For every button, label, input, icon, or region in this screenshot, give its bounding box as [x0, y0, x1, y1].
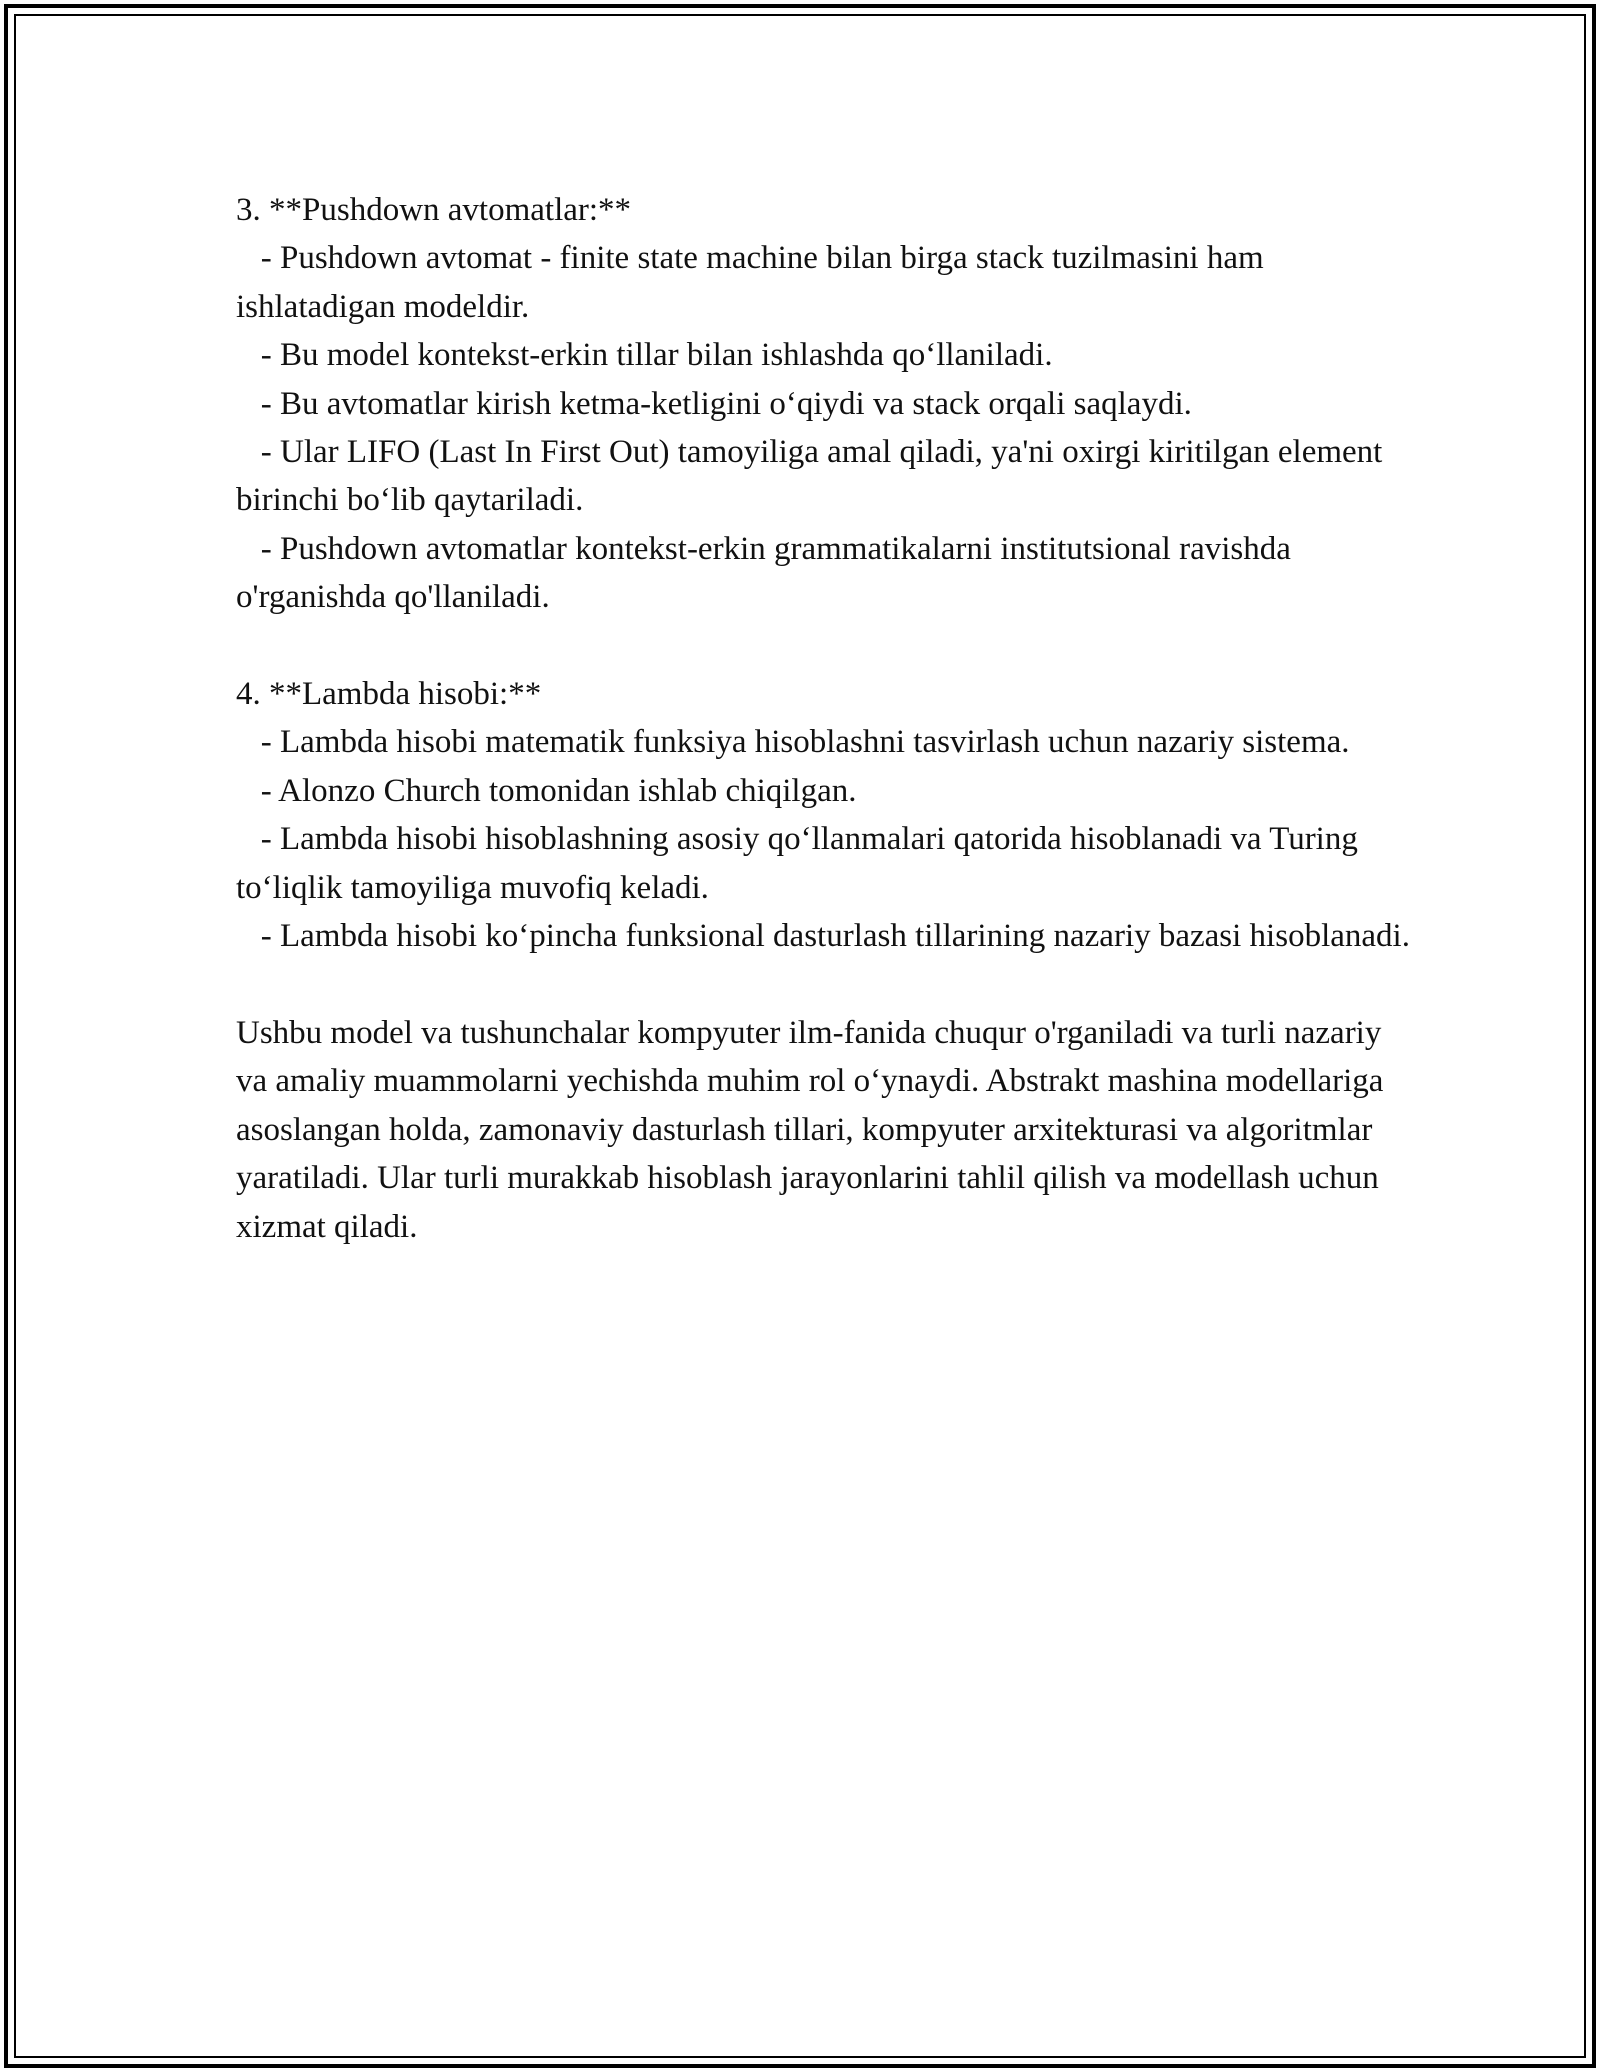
paragraph-gap — [236, 960, 1416, 1008]
paragraph-gap — [236, 622, 1416, 670]
section-4-heading: 4. **Lambda hisobi:** — [236, 676, 542, 713]
section-4-item-3: - Lambda hisobi hisoblashning asosiy qo‘llanmalari qatorida hisoblanadi va Turing to‘liqlik tamoyiliga muvofiq keladi. — [236, 821, 1367, 906]
section-3-item-1: - Pushdown avtomat - finite state machine bilan birga stack tuzilmasini ham ishlatadigan modeldir. — [236, 240, 1272, 325]
section-3-item-2: - Bu model kontekst-erkin tillar bilan ishlashda qo‘llaniladi. — [236, 337, 1053, 374]
conclusion-paragraph: Ushbu model va tushunchalar kompyuter ilm-fanida chuqur o'rganiladi va turli nazariy va amaliy muammolarni yechishda muhim rol o‘ynaydi. Abstrakt mashina modellariga asoslangan holda, zamonaviy dasturlash tillari, kompyuter arxitekturasi va algoritmlar yaratiladi. Ular turli murakkab hisoblash jarayonlarini tahlil qilish va modellash uchun xizmat qiladi. — [236, 1014, 1392, 1245]
document-body — [236, 186, 1416, 1251]
section-3-item-3: - Bu avtomatlar kirish ketma-ketligini o‘qiydi va stack orqali saqlaydi. — [236, 385, 1192, 422]
section-3-heading: 3. **Pushdown avtomatlar:** — [236, 192, 632, 228]
section-4-item-2: - Alonzo Church tomonidan ishlab chiqilgan. — [236, 772, 857, 809]
section-3-item-4: - Ular LIFO (Last In First Out) tamoyiliga amal qiladi, ya'ni oxirgi kiritilgan element birinchi bo‘lib qaytariladi. — [236, 434, 1391, 519]
section-4-item-1: - Lambda hisobi matematik funksiya hisoblashni tasvirlash uchun nazariy sistema. — [236, 724, 1350, 761]
section-3-item-5: - Pushdown avtomatlar kontekst-erkin grammatikalarni institutsional ravishda o'rganishda qo'llaniladi. — [236, 530, 1300, 616]
section-4-item-4: - Lambda hisobi ko‘pincha funksional dasturlash tillarining nazariy bazasi hisoblanadi. — [236, 918, 1410, 955]
